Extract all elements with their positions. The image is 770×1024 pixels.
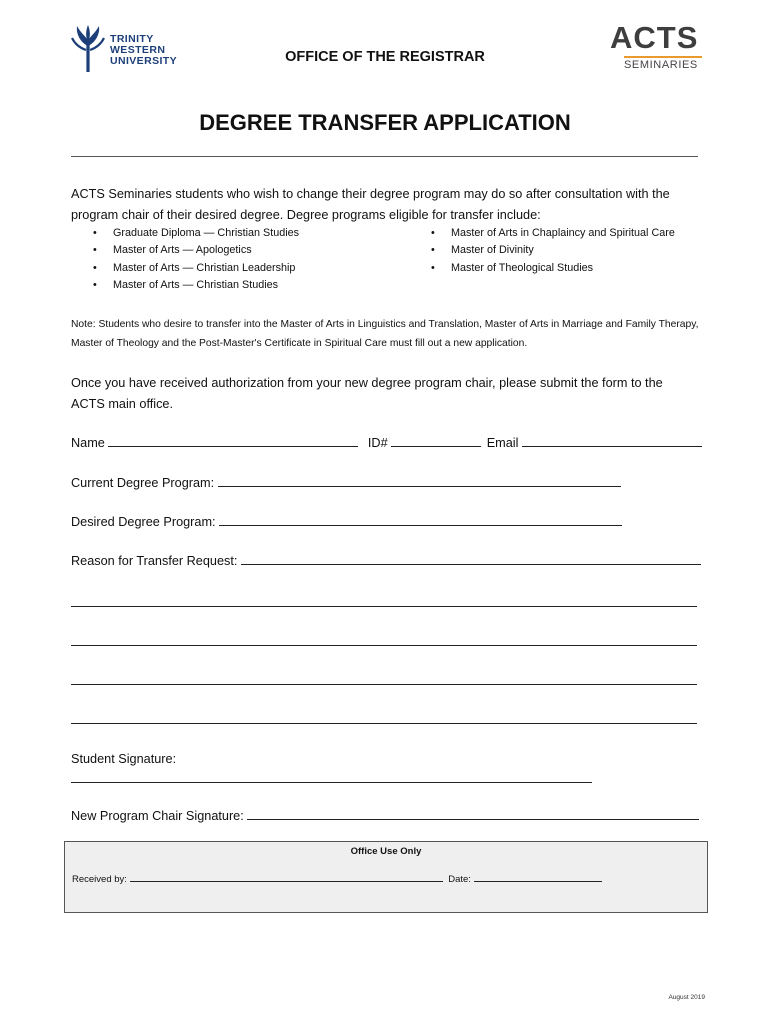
office-use-box (64, 841, 708, 913)
reason-field[interactable] (241, 552, 701, 565)
list-item: • Master of Divinity (431, 242, 731, 259)
received-by-label: Received by: (72, 874, 127, 885)
chair-signature-row (71, 807, 699, 824)
list-item: • Graduate Diploma — Christian Studies (93, 225, 413, 242)
instructions-paragraph: Once you have received authorization from your new degree program chair, please submit the form to the ACTS main office. (71, 376, 663, 411)
current-program-field[interactable] (218, 474, 621, 487)
list-item: • Master of Arts — Apologetics (93, 242, 413, 259)
identity-row (71, 434, 702, 451)
acts-seminaries-logo (610, 22, 706, 74)
reason-label: Reason for Transfer Request: (71, 554, 238, 568)
desired-program-label: Desired Degree Program: (71, 515, 216, 529)
desired-program-field[interactable] (219, 513, 622, 526)
email-label: Email (486, 436, 519, 450)
chair-signature-field[interactable] (247, 807, 699, 820)
program-list-right (431, 225, 731, 277)
reason-line-3[interactable] (71, 684, 697, 685)
received-by-field[interactable] (130, 872, 443, 882)
acts-logo-text: ACTS (610, 20, 699, 55)
id-field[interactable] (391, 434, 481, 447)
desired-program-row (71, 513, 622, 530)
chair-signature-label: New Program Chair Signature: (71, 809, 244, 823)
acts-logo-subtext: SEMINARIES (624, 59, 698, 71)
program-list-left (93, 225, 413, 294)
student-signature-field[interactable] (71, 782, 592, 783)
intro-paragraph: ACTS Seminaries students who wish to change their degree program may do so after consultation with the program chair of their desired degree. Degree programs eligible for transfer include: (71, 187, 670, 222)
student-signature-label: Student Signature: (71, 752, 177, 766)
note-paragraph: Note: Students who desire to transfer into the Master of Arts in Linguistics and Translation, Master of Arts in Marriage and Family Therapy, Master of Theology and the Post-Master's Certificate in Spiritual Care must fill out a new application. (71, 319, 699, 349)
list-item: • Master of Arts — Christian Studies (93, 277, 413, 294)
name-field[interactable] (108, 434, 358, 447)
reason-row (71, 552, 701, 569)
current-program-label: Current Degree Program: (71, 476, 215, 490)
footer-date: August 2019 (668, 994, 705, 1001)
date-field[interactable] (474, 872, 602, 882)
page-title: DEGREE TRANSFER APPLICATION (199, 110, 571, 135)
title-divider (71, 156, 698, 157)
email-field[interactable] (522, 434, 702, 447)
office-use-title: Office Use Only (350, 846, 422, 857)
list-item: • Master of Theological Studies (431, 260, 731, 277)
logo-line-university: UNIVERSITY (110, 55, 178, 67)
reason-line-4[interactable] (71, 723, 697, 724)
office-use-row (72, 872, 602, 885)
name-label: Name (71, 436, 105, 450)
reason-line-2[interactable] (71, 645, 697, 646)
id-label: ID# (367, 436, 388, 450)
list-item: • Master of Arts in Chaplaincy and Spiritual Care (431, 225, 731, 242)
date-label: Date: (448, 874, 471, 885)
list-item: • Master of Arts — Christian Leadership (93, 260, 413, 277)
logo-line-trinity: TRINITY (110, 33, 154, 45)
reason-line-1[interactable] (71, 606, 697, 607)
office-heading: OFFICE OF THE REGISTRAR (285, 49, 485, 65)
current-program-row (71, 474, 621, 491)
logo-line-western: WESTERN (110, 44, 166, 56)
